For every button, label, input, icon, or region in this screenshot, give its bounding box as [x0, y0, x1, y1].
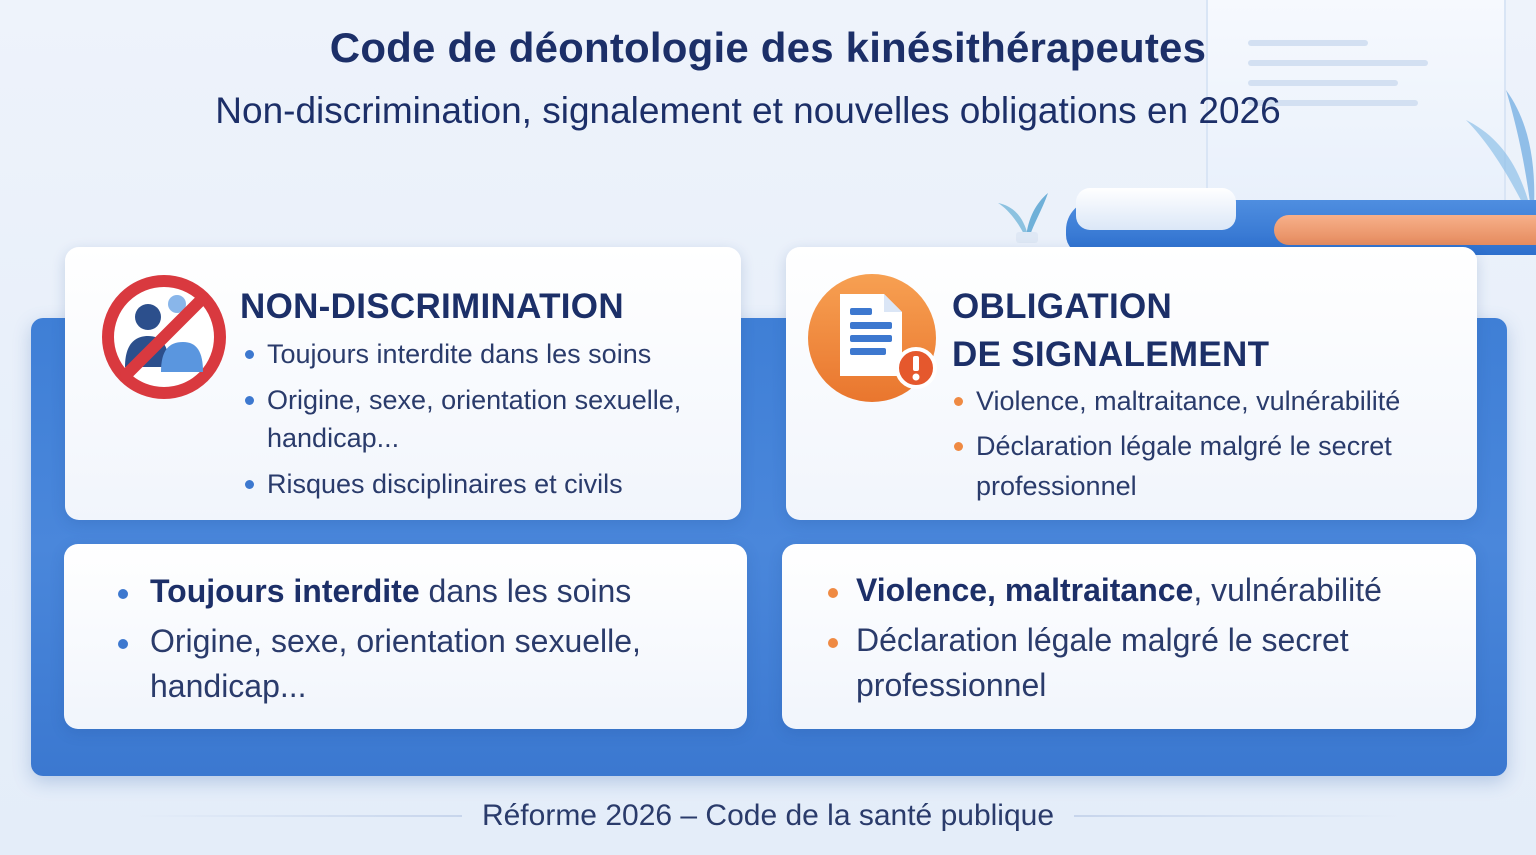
list-item: Déclaration légale malgré le secret professionnel	[826, 618, 1466, 708]
reporting-title-line2: DE SIGNALEMENT	[952, 335, 1270, 374]
list-item: Toujours interdite dans les soins	[243, 335, 733, 373]
list-item	[826, 568, 1466, 613]
towel-decoration	[1076, 188, 1236, 230]
reporting-obligation-card	[786, 247, 1477, 520]
non-discrimination-card	[65, 247, 741, 520]
reporting-obligation-title	[952, 283, 1269, 379]
non-discrimination-summary-card	[64, 544, 747, 729]
page-subtitle: Non-discrimination, signalement et nouvelles obligations en 2026	[215, 90, 1281, 131]
footer-divider-right	[1074, 815, 1404, 817]
list-item-text: , vulnérabilité	[1193, 572, 1382, 608]
list-item: Origine, sexe, orientation sexuelle, handicap...	[116, 619, 716, 709]
list-item: Déclaration légale malgré le secret professionnel	[952, 426, 1462, 506]
footer-text: Réforme 2026 – Code de la santé publique	[481, 799, 1055, 832]
small-plant-decoration	[996, 188, 1056, 243]
list-item: Origine, sexe, orientation sexuelle, handicap...	[243, 381, 733, 457]
page-title: Code de déontologie des kinésithérapeutes	[329, 24, 1207, 71]
reporting-summary-list	[826, 568, 1466, 713]
reporting-summary-card	[782, 544, 1476, 729]
footer-divider-left	[132, 815, 462, 817]
report-document-alert-icon	[806, 272, 938, 404]
emphasis-text: Toujours interdite	[150, 573, 420, 609]
list-item-text: dans les soins	[419, 573, 632, 609]
list-item: Risques disciplinaires et civils	[243, 465, 733, 503]
non-discrimination-title: NON-DISCRIMINATION	[240, 287, 624, 326]
reporting-title-line1: OBLIGATION	[952, 287, 1173, 326]
no-discrimination-icon	[99, 272, 229, 402]
reporting-bullet-list	[952, 381, 1462, 511]
emphasis-text: Violence, maltraitance	[856, 572, 1194, 608]
non-discrimination-bullet-list	[243, 335, 733, 511]
footer	[0, 796, 1536, 836]
list-item: Violence, maltraitance, vulnérabilité	[952, 381, 1462, 421]
foam-roll-decoration	[1274, 215, 1536, 245]
list-item	[116, 569, 716, 614]
non-discrimination-summary-list	[116, 569, 716, 714]
